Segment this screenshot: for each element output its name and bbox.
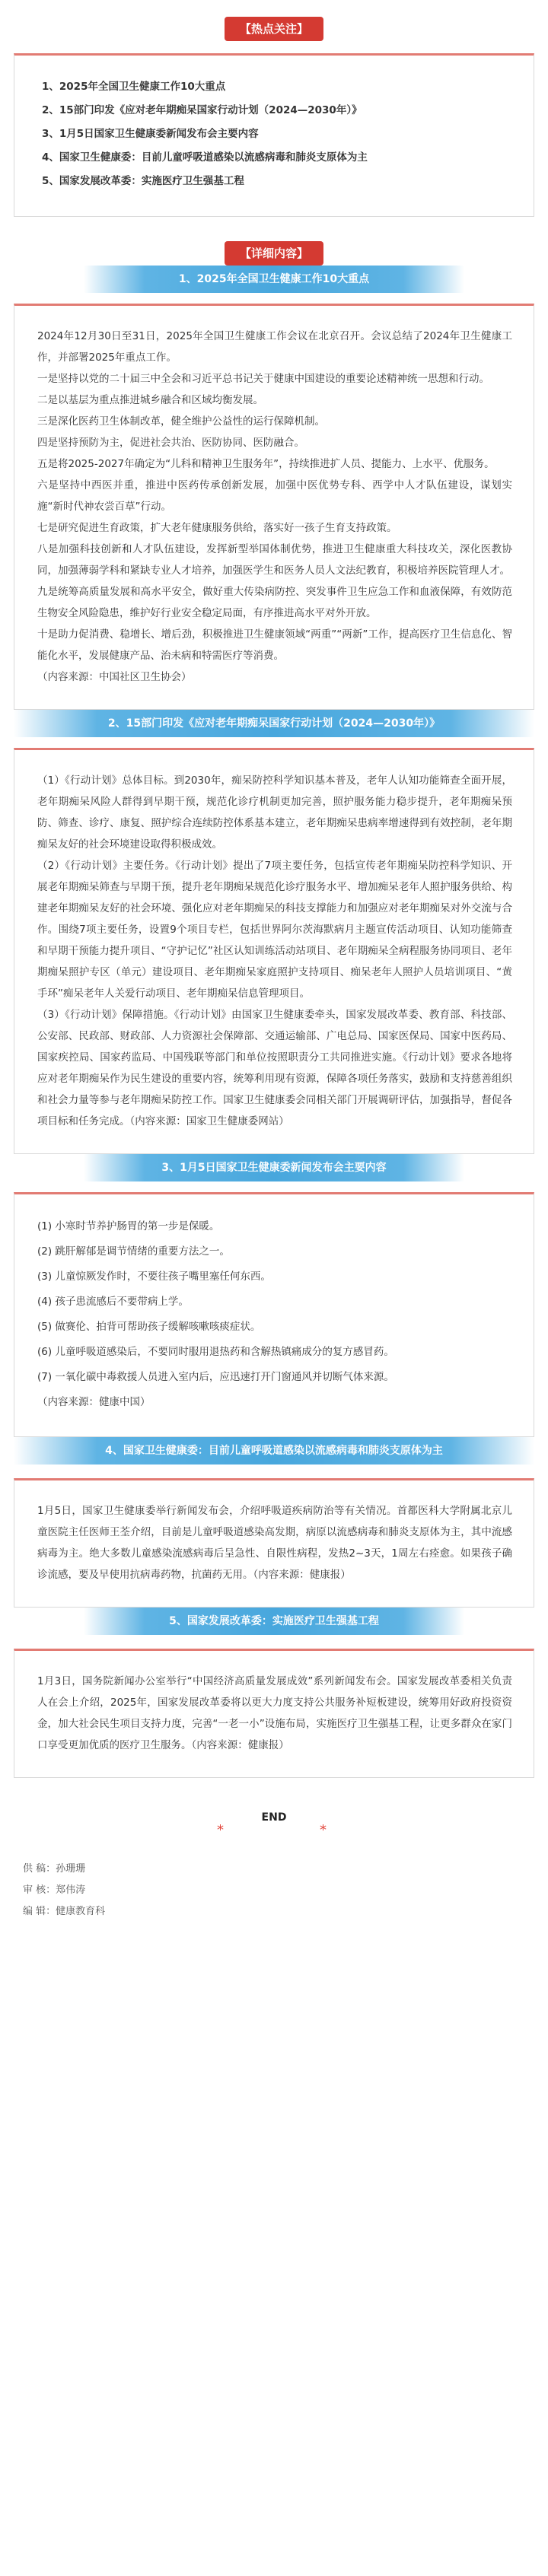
end-marker: [0, 1808, 548, 1839]
section-2-heading: [14, 710, 534, 737]
section-1-body: [14, 304, 534, 710]
section-3-list-item: (7) 一氧化碳中毒救援人员进入室内后，应迅速打开门窗通风并切断气体来源。: [37, 1371, 394, 1383]
credit-editor: 编 辑：健康教育科: [23, 1906, 106, 1917]
section-1-paragraph: 2024年12月30日至31日，2025年全国卫生健康工作会议在北京召开。会议总结了2024年卫生健康工作，并部署2025年重点工作。: [37, 330, 512, 364]
credit-contributor: 供 稿：孙珊珊: [23, 1863, 86, 1875]
section-2-paragraph: （3）《行动计划》保障措施。《行动计划》由国家卫生健康委牵头，国家发展改革委、教育部、科技部、公安部、民政部、财政部、人力资源社会保障部、交通运输部、广电总局、国家医保局、国家中医药局、国家疾控局、国家药监局、中国残联等部门和单位按照职责分工共同推进实施。《行动计划》要求各地将应对老年期痴呆作为民生建设的重要内容，统筹利用现有资源，保障各项任务落实，鼓励和支持慈善组织和社会力量等参与老年期痴呆防控工作。国家卫生健康委会同相关部门开展调研评估，加强指导，督促各项目标和任务完成。（内容来源：国家卫生健康委网站）: [37, 1009, 512, 1127]
section-3-list-item: (2) 跳肝解郁是调节情绪的重要方法之一。: [37, 1245, 230, 1258]
section-1-paragraph: 八是加强科技创新和人才队伍建设，发挥新型举国体制优势，推进卫生健康重大科技攻关，深化医教协同，加强薄弱学科和紧缺专业人才培养，加强医学生和医务人员人文法纪教育，积极培养医院管理人才。: [37, 543, 512, 577]
section-3-heading: [84, 1154, 464, 1181]
credits: [23, 1859, 548, 1922]
section-1-paragraph: 三是深化医药卫生体制改革，健全维护公益性的运行保障机制。: [37, 415, 325, 428]
section-1-paragraph: 五是将2025-2027年确定为“儿科和精神卫生服务年”，持续推进扩人员、提能力、上水平、优服务。: [37, 458, 495, 470]
toc-item-5[interactable]: 5、国家发展改革委：实施医疗卫生强基工程: [42, 175, 244, 187]
section-2-paragraph: （2）《行动计划》主要任务。《行动计划》提出了7项主要任务，包括宣传老年期痴呆防控科学知识、开展老年期痴呆筛查与早期干预，提升老年期痴呆规范化诊疗服务水平、增加痴呆老年人照护服务供给、构建老年期痴呆友好的社会环境、强化应对老年期痴呆的科技支撑能力和加强应对老年期痴呆对外交流与合作。围绕7项主要任务，设置9个项目专栏，包括世界阿尔茨海默病月主题宣传活动项目、认知功能筛查和早期干预能力提升项目、“守护记忆”社区认知训练活动站项目、老年期痴呆全病程服务协同项目、老年期痴呆照护专区（单元）建设项目、老年期痴呆家庭照护支持项目、痴呆老年人照护人员培训项目、“黄手环”痴呆老年人关爱行动项目、老年期痴呆信息管理项目。: [37, 860, 512, 1000]
section-1-paragraph: 二是以基层为重点推进城乡融合和区域均衡发展。: [37, 394, 263, 406]
section-4-body: [14, 1478, 534, 1608]
section-3-list-item: (4) 孩子患流感后不要带病上学。: [37, 1296, 189, 1308]
hot-topics-box: [14, 53, 534, 217]
section-1-paragraph: 六是坚持中西医并重，推进中医药传承创新发展，加强中医优势专科、西学中人才队伍建设，谋划实施“新时代神农尝百草”行动。: [37, 479, 512, 513]
section-5-heading: [84, 1608, 464, 1635]
toc-item-2[interactable]: 2、15部门印发《应对老年期痴呆国家行动计划（2024—2030年）》: [42, 104, 362, 116]
section-1-heading: [84, 266, 464, 293]
section-3-list-item: (1) 小寒时节养护肠胃的第一步是保暖。: [37, 1220, 220, 1232]
section-4-heading: [14, 1437, 534, 1465]
section-1-paragraph: 七是研究促进生育政策，扩大老年健康服务供给，落实好一孩子生育支持政策。: [37, 522, 397, 534]
section-3-list-item: (5) 做赛伦、拍背可帮助孩子缓解咳嗽咳痰症状。: [37, 1321, 261, 1333]
credit-reviewer: 审 核：郑伟涛: [23, 1884, 86, 1896]
section-1-paragraph: 四是坚持预防为主，促进社会共治、医防协同、医防融合。: [37, 437, 304, 449]
section-2-paragraph: （1）《行动计划》总体目标。到2030年，痴呆防控科学知识基本普及，老年人认知功能筛查全面开展，老年期痴呆风险人群得到早期干预，规范化诊疗机制更加完善，照护服务能力稳步提升，老年期痴呆预防、筛查、诊疗、康复、照护综合连续防控体系基本建立，老年期痴呆患病率增速得到有效控制，老年期痴呆友好的社会环境建设取得积极成效。: [37, 774, 512, 851]
detail-content-title: 【详细内容】: [225, 241, 323, 266]
section-1-source: （内容来源：中国社区卫生协会）: [37, 671, 192, 683]
section-4-heading-text: 4、国家卫生健康委：目前儿童呼吸道感染以流感病毒和肺炎支原体为主: [105, 1445, 443, 1457]
toc-item-1[interactable]: 1、2025年全国卫生健康工作10大重点: [42, 81, 226, 93]
section-3-body: [14, 1192, 534, 1437]
section-5-body: [14, 1649, 534, 1778]
section-5-paragraph: 1月3日，国务院新闻办公室举行“中国经济高质量发展成效”系列新闻发布会。国家发展改革委相关负责人在会上介绍，2025年，国家发展改革委将以更大力度支持公共服务补短板建设，统筹用好政府投资资金，加大社会民生项目支持力度，完善“一老一小”设施布局，实施医疗卫生强基工程，让更多群众在家门口享受更加优质的医疗卫生服务。（内容来源：健康报）: [37, 1675, 512, 1751]
section-1-heading-text: 1、2025年全国卫生健康工作10大重点: [178, 273, 370, 285]
section-2-body: [14, 748, 534, 1154]
section-3-list-item: (6) 儿童呼吸道感染后，不要同时服用退热药和含解热镇痛成分的复方感冒药。: [37, 1346, 394, 1358]
section-1-paragraph: 十是助力促消费、稳增长、增后劲，积极推进卫生健康领域“两重”“两新”工作，提高医疗卫生信息化、智能化水平，发展健康产品、治未病和特需医疗等消费。: [37, 628, 512, 662]
section-2-heading-text: 2、15部门印发《应对老年期痴呆国家行动计划（2024—2030年）》: [107, 717, 441, 730]
section-5-heading-text: 5、国家发展改革委：实施医疗卫生强基工程: [169, 1615, 379, 1627]
section-3-source: （内容来源：健康中国）: [37, 1396, 151, 1408]
section-1-paragraph: 九是统筹高质量发展和高水平安全，做好重大传染病防控、突发事件卫生应急工作和血液保障，有效防范生物安全风险隐患，维护好行业安全稳定局面，有序推进高水平对外开放。: [37, 586, 512, 619]
star-icon: *: [217, 1822, 224, 1838]
star-icon: *: [320, 1822, 327, 1838]
section-4-paragraph: 1月5日，国家卫生健康委举行新闻发布会，介绍呼吸道疾病防治等有关情况。首都医科大学附属北京儿童医院主任医师王荃介绍，目前是儿童呼吸道感染高发期，病原以流感病毒和肺炎支原体为主，其中流感病毒为主。绝大多数儿童感染流感病毒后呈急性、自限性病程，发热2~3天，1周左右痊愈。如果孩子确诊流感，要及早使用抗病毒药物，抗菌药无用。（内容来源：健康报）: [37, 1505, 512, 1581]
end-label: END: [261, 1811, 287, 1824]
toc-item-4[interactable]: 4、国家卫生健康委：目前儿童呼吸道感染以流感病毒和肺炎支原体为主: [42, 151, 368, 164]
section-3-heading-text: 3、1月5日国家卫生健康委新闻发布会主要内容: [161, 1162, 387, 1174]
toc-item-3[interactable]: 3、1月5日国家卫生健康委新闻发布会主要内容: [42, 128, 259, 140]
section-1-paragraph: 一是坚持以党的二十届三中全会和习近平总书记关于健康中国建设的重要论述精神统一思想和行动。: [37, 373, 489, 385]
hot-topics-title: 【热点关注】: [225, 17, 323, 41]
section-3-list-item: (3) 儿童惊厥发作时，不要往孩子嘴里塞任何东西。: [37, 1271, 271, 1283]
